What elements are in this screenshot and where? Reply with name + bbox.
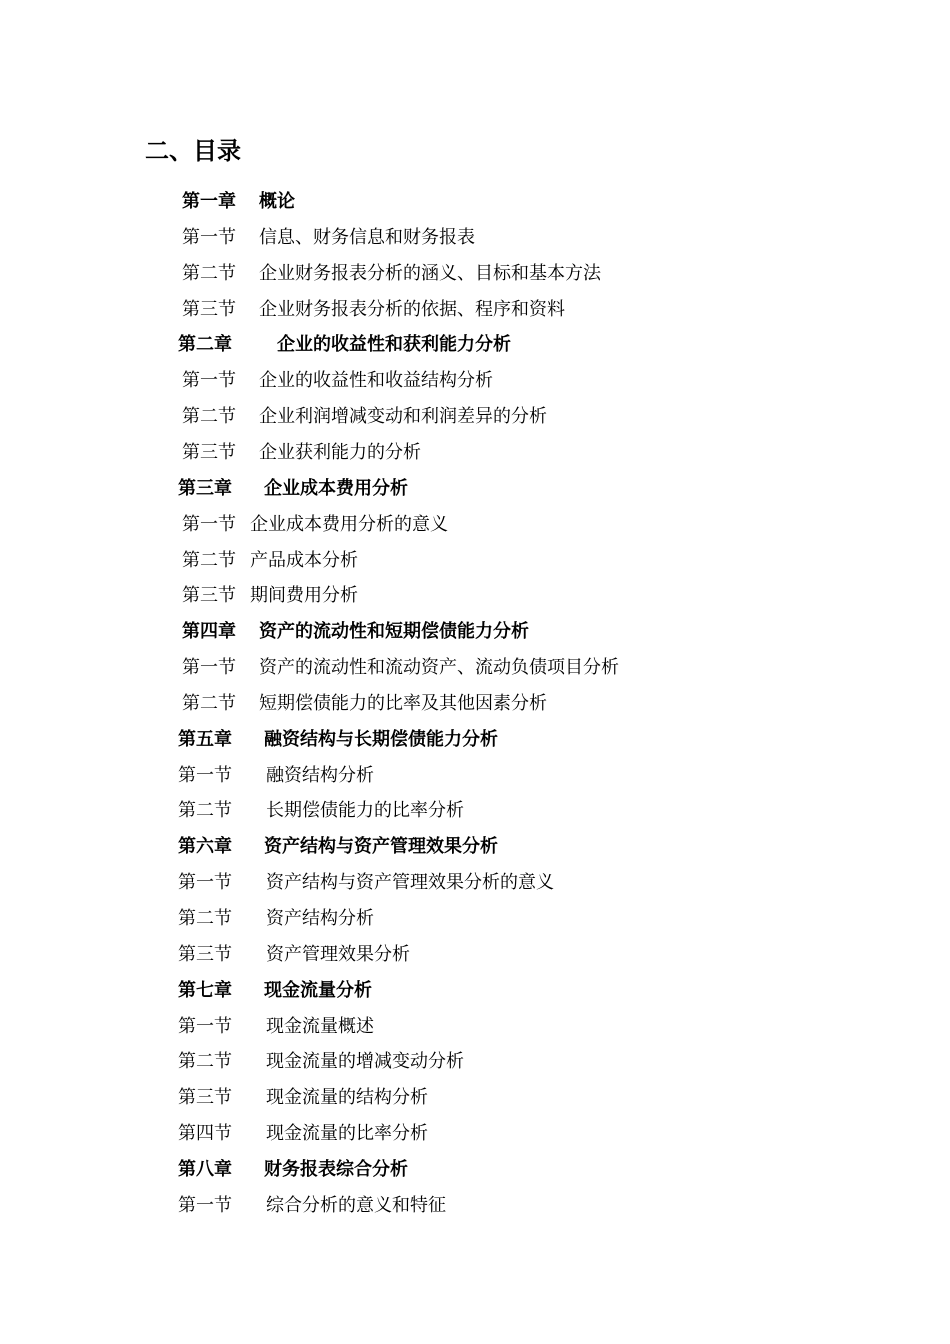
chapter-number: 第二章 [178, 334, 232, 356]
page-title: 二、目录 [145, 137, 241, 165]
section-number: 第二节 [178, 800, 232, 822]
section-title: 产品成本分析 [250, 549, 358, 571]
section-number: 第二节 [178, 908, 232, 929]
section-number: 第二节 [182, 262, 236, 284]
section-number: 第四节 [178, 1123, 232, 1145]
section-title: 长期偿债能力的比率分析 [266, 800, 464, 822]
chapter-title: 现金流量分析 [264, 979, 372, 1001]
chapter-title: 企业的收益性和获利能力分析 [277, 334, 511, 356]
section-number: 第三节 [178, 943, 232, 965]
chapter-number: 第八章 [178, 1158, 232, 1180]
section-number: 第二节 [182, 549, 236, 571]
section-number: 第三节 [178, 1087, 232, 1109]
section-number: 第一节 [178, 1194, 232, 1216]
section-number: 第一节 [178, 764, 232, 786]
chapter-number: 第一章 [182, 191, 236, 212]
section-title: 综合分析的意义和特征 [266, 1194, 446, 1216]
section-title: 企业财务报表分析的依据、程序和资料 [259, 298, 565, 320]
chapter-title: 财务报表综合分析 [264, 1158, 408, 1180]
section-title: 企业的收益性和收益结构分析 [259, 370, 493, 392]
section-number: 第一节 [182, 513, 236, 535]
chapter-title: 融资结构与长期偿债能力分析 [264, 728, 498, 750]
section-number: 第一节 [178, 872, 232, 894]
section-number: 第一节 [182, 657, 236, 679]
chapter-title: 资产结构与资产管理效果分析 [264, 836, 498, 858]
section-title: 现金流量的结构分析 [266, 1087, 428, 1109]
section-number: 第二节 [182, 692, 236, 714]
chapter-number: 第七章 [178, 979, 232, 1001]
section-title: 短期偿债能力的比率及其他因素分析 [259, 692, 547, 714]
section-number: 第三节 [182, 441, 236, 463]
chapter-number: 第六章 [178, 836, 232, 858]
section-title: 现金流量的比率分析 [266, 1123, 428, 1145]
chapter-number: 第五章 [178, 728, 232, 750]
chapter-title: 企业成本费用分析 [264, 477, 408, 499]
section-number: 第三节 [182, 585, 236, 607]
section-title: 企业获利能力的分析 [259, 441, 421, 463]
section-title: 融资结构分析 [266, 764, 374, 786]
section-title: 资产管理效果分析 [266, 943, 410, 965]
chapter-number: 第四章 [182, 621, 236, 643]
chapter-title: 概论 [259, 191, 295, 212]
section-title: 资产结构与资产管理效果分析的意义 [266, 872, 554, 894]
section-number: 第一节 [178, 1015, 232, 1037]
section-title: 资产的流动性和流动资产、流动负债项目分析 [259, 657, 619, 679]
section-title: 企业财务报表分析的涵义、目标和基本方法 [259, 262, 601, 284]
section-title: 信息、财务信息和财务报表 [259, 226, 475, 248]
chapter-number: 第三章 [178, 477, 232, 499]
section-title: 资产结构分析 [266, 908, 374, 929]
section-title: 企业成本费用分析的意义 [250, 513, 448, 535]
section-number: 第二节 [182, 406, 236, 428]
section-title: 现金流量的增减变动分析 [266, 1051, 464, 1073]
section-title: 现金流量概述 [266, 1015, 374, 1037]
section-number: 第一节 [182, 226, 236, 248]
section-title: 企业利润增减变动和利润差异的分析 [259, 406, 547, 428]
section-title: 期间费用分析 [250, 585, 358, 607]
section-number: 第三节 [182, 298, 236, 320]
section-number: 第二节 [178, 1051, 232, 1073]
section-number: 第一节 [182, 370, 236, 392]
chapter-title: 资产的流动性和短期偿债能力分析 [259, 621, 529, 643]
